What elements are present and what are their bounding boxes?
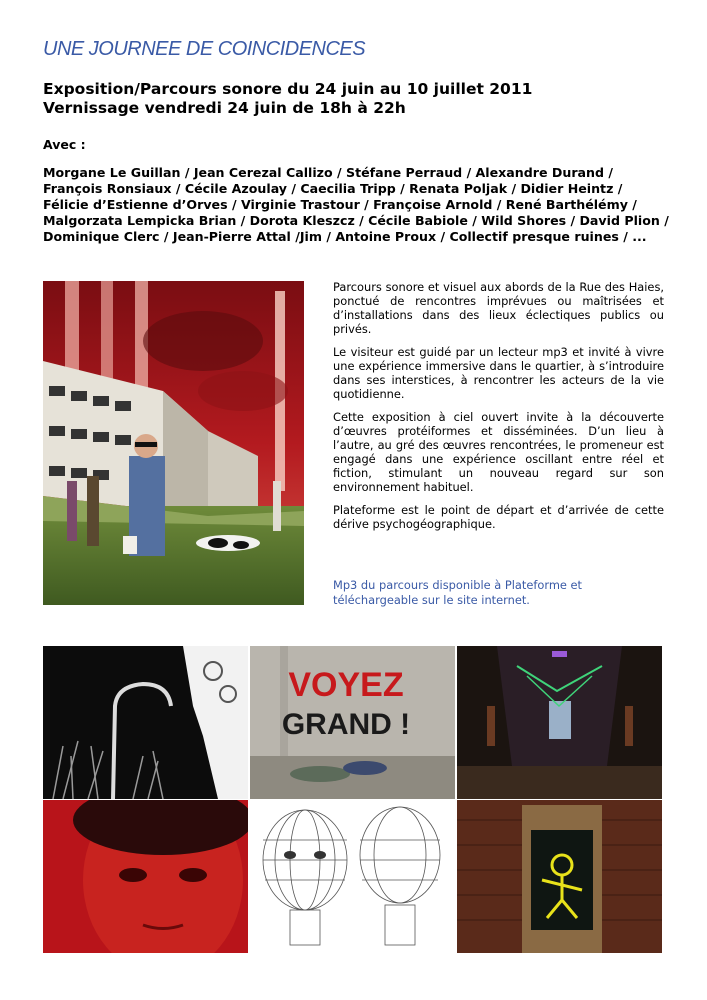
mp3-note-line: téléchargeable sur le site internet. [333,593,530,607]
collage-image-church [457,646,662,799]
collage-image-red-portrait [43,800,248,953]
artists-list [43,165,683,245]
description-paragraph: Cette exposition à ciel ouvert invite à la découverte d’œuvres protéiformes et disséminées. D’un lieu à l’autre, au gré des œuvres rencontrées, le promeneur est engagé dans une expérience oscillant entre réel et fiction, stimulant un nouveau regard sur son environnement habituel. [333,410,664,494]
collage-image-wireframe-heads [250,800,455,953]
artists-line: Dominique Clerc / Jean-Pierre Attal /Jim / Antoine Proux / Collectif presque ruines / ... [43,229,647,244]
voyez-text: VOYEZ [288,666,404,704]
description-paragraph: Plateforme est le point de départ et d’arrivée de cette dérive psychogéographique. [333,503,664,531]
main-artwork-image [43,281,304,605]
artists-line: François Ronsiaux / Cécile Azoulay / Caecilia Tripp / Renata Poljak / Didier Heintz / [43,181,623,196]
grand-text: GRAND ! [281,708,411,741]
mp3-note [333,578,664,608]
description [333,280,664,540]
description-paragraph: Parcours sonore et visuel aux abords de la Rue des Haies, ponctué de rencontres imprévues ou maîtrisées et d’installations dans des lieux éclectiques publics ou privés. [333,280,664,336]
collage-image-voyez-grand [250,646,455,799]
exhibition-dates: Exposition/Parcours sonore du 24 juin au 10 juillet 2011 [43,80,533,98]
artists-line: Malgorzata Lempicka Brian / Dorota Kleszcz / Cécile Babiole / Wild Shores / David Plion / [43,213,669,228]
artists-line: Morgane Le Guillan / Jean Cerezal Callizo / Stéfane Perraud / Alexandre Durand / [43,165,613,180]
artists-line: Félicie d’Estienne d’Orves / Virginie Trastour / Françoise Arnold / René Barthélémy / [43,197,637,212]
page-title: UNE JOURNEE DE COINCIDENCES [43,38,366,60]
mp3-note-line: Mp3 du parcours disponible à Plateforme et [333,578,583,592]
vernissage-info: Vernissage vendredi 24 juin de 18h à 22h [43,99,406,117]
collage-image-plant [43,646,248,799]
description-paragraph: Le visiteur est guidé par un lecteur mp3 et invité à vivre une expérience immersive dans le quartier, à s’introduire dans ses interstices, à rencontrer les acteurs de la vie quotidienne. [333,345,664,401]
avec-label: Avec : [43,137,86,152]
collage-image-yellow-figure [457,800,662,953]
